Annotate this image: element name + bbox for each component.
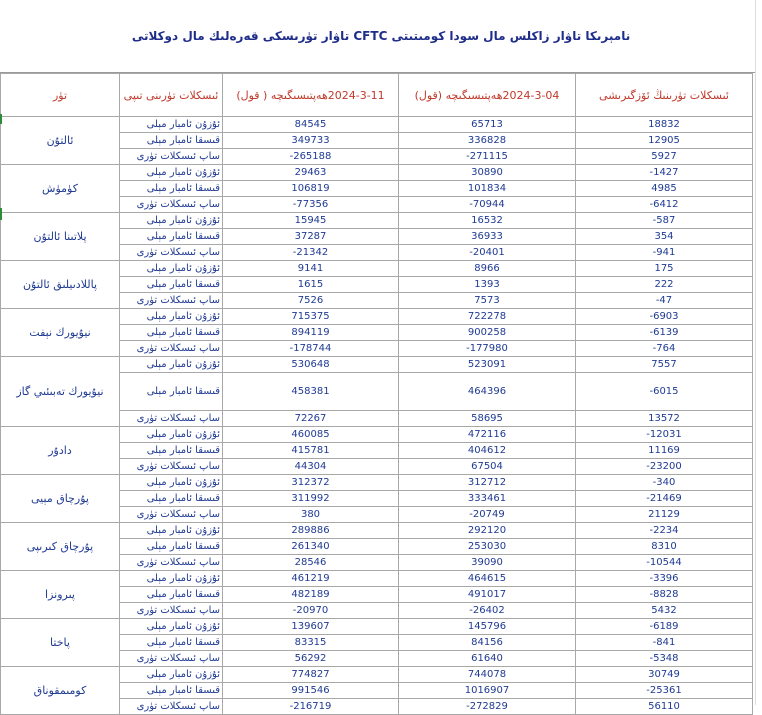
- crop-name-cell[interactable]: دادۇر: [1, 427, 120, 475]
- value-date-1-cell[interactable]: 261340: [223, 539, 399, 555]
- change-cell[interactable]: 8310: [576, 539, 753, 555]
- change-cell[interactable]: 222: [576, 277, 753, 293]
- position-type-cell[interactable]: قىسقا ئامبار مېلى: [120, 443, 223, 459]
- change-cell[interactable]: -3396: [576, 571, 753, 587]
- position-type-cell[interactable]: قىسقا ئامبار مېلى: [120, 133, 223, 149]
- change-cell[interactable]: 354: [576, 229, 753, 245]
- group-marker: [0, 114, 2, 124]
- change-cell[interactable]: -6412: [576, 197, 753, 213]
- position-type-cell[interactable]: ساپ ئىسكلات تۈرى: [120, 341, 223, 357]
- change-cell[interactable]: -6139: [576, 325, 753, 341]
- change-cell[interactable]: 4985: [576, 181, 753, 197]
- change-cell[interactable]: -764: [576, 341, 753, 357]
- value-date-2-cell[interactable]: -20749: [399, 507, 576, 523]
- value-date-2-cell[interactable]: 8966: [399, 261, 576, 277]
- value-date-1-cell[interactable]: 312372: [223, 475, 399, 491]
- value-date-1-cell[interactable]: 380: [223, 507, 399, 523]
- crop-name-cell[interactable]: كومىمقوناق: [1, 667, 120, 715]
- value-date-1-cell[interactable]: 83315: [223, 635, 399, 651]
- position-type-cell[interactable]: قىسقا ئامبار مېلى: [120, 491, 223, 507]
- value-date-2-cell[interactable]: 472116: [399, 427, 576, 443]
- change-cell[interactable]: -1427: [576, 165, 753, 181]
- crop-name-cell[interactable]: نيۇيورك تەبىئىي گاز: [1, 357, 120, 427]
- table-row: [1, 309, 753, 325]
- table-row: [1, 213, 753, 229]
- value-date-1-cell[interactable]: 461219: [223, 571, 399, 587]
- crop-name-cell[interactable]: پىرونزا: [1, 571, 120, 619]
- position-type-cell[interactable]: قىسقا ئامبار مېلى: [120, 539, 223, 555]
- value-date-1-cell[interactable]: 311992: [223, 491, 399, 507]
- value-date-2-cell[interactable]: 39090: [399, 555, 576, 571]
- position-type-cell[interactable]: ساپ ئىسكلات تۈرى: [120, 245, 223, 261]
- value-date-1-cell[interactable]: -265188: [223, 149, 399, 165]
- positions-table: [0, 73, 753, 715]
- table-row: [1, 475, 753, 491]
- value-date-1-cell[interactable]: 1615: [223, 277, 399, 293]
- value-date-2-cell[interactable]: 7573: [399, 293, 576, 309]
- value-date-1-cell[interactable]: 415781: [223, 443, 399, 459]
- change-cell[interactable]: -2234: [576, 523, 753, 539]
- change-cell[interactable]: -941: [576, 245, 753, 261]
- value-date-2-cell[interactable]: 65713: [399, 117, 576, 133]
- value-date-2-cell[interactable]: 30890: [399, 165, 576, 181]
- header-date-1[interactable]: 2024-3-11ھەپتىسىگىچە ( قول): [223, 74, 399, 117]
- value-date-1-cell[interactable]: 15945: [223, 213, 399, 229]
- change-cell[interactable]: -841: [576, 635, 753, 651]
- value-date-2-cell[interactable]: 722278: [399, 309, 576, 325]
- value-date-1-cell[interactable]: 715375: [223, 309, 399, 325]
- position-type-cell[interactable]: قىسقا ئامبار مېلى: [120, 277, 223, 293]
- value-date-2-cell[interactable]: 16532: [399, 213, 576, 229]
- change-cell[interactable]: -587: [576, 213, 753, 229]
- position-type-cell[interactable]: قىسقا ئامبار مېلى: [120, 683, 223, 699]
- change-cell[interactable]: -47: [576, 293, 753, 309]
- change-cell[interactable]: 21129: [576, 507, 753, 523]
- position-type-cell[interactable]: ئۇزۇن ئامبار مېلى: [120, 261, 223, 277]
- change-cell[interactable]: 30749: [576, 667, 753, 683]
- group-marker: [0, 208, 2, 220]
- value-date-1-cell[interactable]: 84545: [223, 117, 399, 133]
- value-date-2-cell[interactable]: -271115: [399, 149, 576, 165]
- header-change[interactable]: ئىسكلات تۈرىنىڭ ئۆزگىرىشى: [576, 74, 753, 117]
- value-date-2-cell[interactable]: 101834: [399, 181, 576, 197]
- value-date-2-cell[interactable]: 464396: [399, 373, 576, 411]
- value-date-1-cell[interactable]: 28546: [223, 555, 399, 571]
- position-type-cell[interactable]: ساپ ئىسكلات تۈرى: [120, 651, 223, 667]
- value-date-2-cell[interactable]: -70944: [399, 197, 576, 213]
- crop-name-cell[interactable]: پۇرچاق مېيى: [1, 475, 120, 523]
- value-date-1-cell[interactable]: 9141: [223, 261, 399, 277]
- value-date-2-cell[interactable]: 333461: [399, 491, 576, 507]
- change-cell[interactable]: 12905: [576, 133, 753, 149]
- change-cell[interactable]: -6189: [576, 619, 753, 635]
- position-type-cell[interactable]: قىسقا ئامبار مېلى: [120, 635, 223, 651]
- value-date-1-cell[interactable]: 44304: [223, 459, 399, 475]
- position-type-cell[interactable]: ئۇزۇن ئامبار مېلى: [120, 667, 223, 683]
- position-type-cell[interactable]: ئۇزۇن ئامبار مېلى: [120, 619, 223, 635]
- table-row: [1, 523, 753, 539]
- value-date-1-cell[interactable]: -77356: [223, 197, 399, 213]
- table-row: [1, 667, 753, 683]
- change-cell[interactable]: 18832: [576, 117, 753, 133]
- value-date-1-cell[interactable]: 37287: [223, 229, 399, 245]
- position-type-cell[interactable]: ساپ ئىسكلات تۈرى: [120, 699, 223, 715]
- value-date-2-cell[interactable]: 1016907: [399, 683, 576, 699]
- table-row: [1, 357, 753, 373]
- change-cell[interactable]: -10544: [576, 555, 753, 571]
- value-date-2-cell[interactable]: 312712: [399, 475, 576, 491]
- crop-name-cell[interactable]: پاختا: [1, 619, 120, 667]
- value-date-2-cell[interactable]: -272829: [399, 699, 576, 715]
- table-row: [1, 619, 753, 635]
- position-type-cell[interactable]: قىسقا ئامبار مېلى: [120, 373, 223, 411]
- right-edge: [755, 0, 762, 705]
- position-type-cell[interactable]: ئۇزۇن ئامبار مېلى: [120, 475, 223, 491]
- value-date-1-cell[interactable]: -21342: [223, 245, 399, 261]
- table-row: [1, 427, 753, 443]
- value-date-1-cell[interactable]: 139607: [223, 619, 399, 635]
- value-date-2-cell[interactable]: 58695: [399, 411, 576, 427]
- value-date-2-cell[interactable]: 145796: [399, 619, 576, 635]
- value-date-1-cell[interactable]: 482189: [223, 587, 399, 603]
- position-type-cell[interactable]: ساپ ئىسكلات تۈرى: [120, 603, 223, 619]
- position-type-cell[interactable]: ساپ ئىسكلات تۈرى: [120, 411, 223, 427]
- change-cell[interactable]: -23200: [576, 459, 753, 475]
- position-type-cell[interactable]: ئۇزۇن ئامبار مېلى: [120, 309, 223, 325]
- change-cell[interactable]: -21469: [576, 491, 753, 507]
- value-date-1-cell[interactable]: 289886: [223, 523, 399, 539]
- value-date-1-cell[interactable]: 530648: [223, 357, 399, 373]
- position-type-cell[interactable]: ساپ ئىسكلات تۈرى: [120, 459, 223, 475]
- header-type[interactable]: ئىسكلات تۈرىنى تىپى: [120, 74, 223, 117]
- position-type-cell[interactable]: قىسقا ئامبار مېلى: [120, 181, 223, 197]
- crop-name-cell[interactable]: پلاتىنا ئالتۇن: [1, 213, 120, 261]
- position-type-cell[interactable]: ئۇزۇن ئامبار مېلى: [120, 165, 223, 181]
- position-type-cell[interactable]: ئۇزۇن ئامبار مېلى: [120, 357, 223, 373]
- value-date-1-cell[interactable]: 56292: [223, 651, 399, 667]
- change-cell[interactable]: 175: [576, 261, 753, 277]
- change-cell[interactable]: -340: [576, 475, 753, 491]
- crop-name-cell[interactable]: پۇرچاق كىرىپى: [1, 523, 120, 571]
- table-row: [1, 261, 753, 277]
- crop-name-cell[interactable]: پاللادىيلىق ئالتۇن: [1, 261, 120, 309]
- value-date-1-cell[interactable]: 72267: [223, 411, 399, 427]
- crop-name-cell[interactable]: كۈمۈش: [1, 165, 120, 213]
- change-cell[interactable]: -6903: [576, 309, 753, 325]
- position-type-cell[interactable]: قىسقا ئامبار مېلى: [120, 229, 223, 245]
- change-cell[interactable]: -8828: [576, 587, 753, 603]
- change-cell[interactable]: 13572: [576, 411, 753, 427]
- value-date-2-cell[interactable]: 292120: [399, 523, 576, 539]
- position-type-cell[interactable]: ساپ ئىسكلات تۈرى: [120, 197, 223, 213]
- value-date-2-cell[interactable]: 491017: [399, 587, 576, 603]
- position-type-cell[interactable]: ساپ ئىسكلات تۈرى: [120, 555, 223, 571]
- crop-name-cell[interactable]: نيۇيورك نېفت: [1, 309, 120, 357]
- value-date-2-cell[interactable]: 36933: [399, 229, 576, 245]
- table-row: [1, 165, 753, 181]
- header-row: [1, 74, 753, 117]
- table-body: [1, 117, 753, 715]
- report-title: نامېرىكا تاۋار زاكلس مال سودا كومىتىتى CFTC تاۋار تۈرىسكى قەرەلىك مال دوكلاتى: [0, 0, 762, 73]
- change-cell[interactable]: 5432: [576, 603, 753, 619]
- value-date-1-cell[interactable]: 349733: [223, 133, 399, 149]
- value-date-1-cell[interactable]: 7526: [223, 293, 399, 309]
- value-date-2-cell[interactable]: 84156: [399, 635, 576, 651]
- value-date-2-cell[interactable]: 67504: [399, 459, 576, 475]
- change-cell[interactable]: 7557: [576, 357, 753, 373]
- value-date-2-cell[interactable]: 253030: [399, 539, 576, 555]
- value-date-1-cell[interactable]: 106819: [223, 181, 399, 197]
- table-row: [1, 571, 753, 587]
- value-date-2-cell[interactable]: 744078: [399, 667, 576, 683]
- value-date-2-cell[interactable]: -20401: [399, 245, 576, 261]
- value-date-1-cell[interactable]: -20970: [223, 603, 399, 619]
- value-date-1-cell[interactable]: 460085: [223, 427, 399, 443]
- change-cell[interactable]: -6015: [576, 373, 753, 411]
- value-date-1-cell[interactable]: -216719: [223, 699, 399, 715]
- value-date-2-cell[interactable]: 1393: [399, 277, 576, 293]
- value-date-1-cell[interactable]: 458381: [223, 373, 399, 411]
- value-date-2-cell[interactable]: -26402: [399, 603, 576, 619]
- value-date-2-cell[interactable]: 61640: [399, 651, 576, 667]
- value-date-1-cell[interactable]: 894119: [223, 325, 399, 341]
- position-type-cell[interactable]: ئۇزۇن ئامبار مېلى: [120, 427, 223, 443]
- value-date-2-cell[interactable]: 900258: [399, 325, 576, 341]
- value-date-2-cell[interactable]: -177980: [399, 341, 576, 357]
- position-type-cell[interactable]: قىسقا ئامبار مېلى: [120, 325, 223, 341]
- change-cell[interactable]: 11169: [576, 443, 753, 459]
- change-cell[interactable]: 5927: [576, 149, 753, 165]
- value-date-2-cell[interactable]: 523091: [399, 357, 576, 373]
- crop-name-cell[interactable]: ئالتۇن: [1, 117, 120, 165]
- change-cell[interactable]: -12031: [576, 427, 753, 443]
- table-row: [1, 117, 753, 133]
- position-type-cell[interactable]: ئۇزۇن ئامبار مېلى: [120, 117, 223, 133]
- value-date-2-cell[interactable]: 404612: [399, 443, 576, 459]
- change-cell[interactable]: -25361: [576, 683, 753, 699]
- position-type-cell[interactable]: قىسقا ئامبار مېلى: [120, 587, 223, 603]
- position-type-cell[interactable]: ئۇزۇن ئامبار مېلى: [120, 571, 223, 587]
- value-date-1-cell[interactable]: 774827: [223, 667, 399, 683]
- value-date-1-cell[interactable]: 29463: [223, 165, 399, 181]
- position-type-cell[interactable]: ئۇزۇن ئامبار مېلى: [120, 523, 223, 539]
- value-date-2-cell[interactable]: 464615: [399, 571, 576, 587]
- position-type-cell[interactable]: ساپ ئىسكلات تۈرى: [120, 149, 223, 165]
- value-date-1-cell[interactable]: 991546: [223, 683, 399, 699]
- header-crop[interactable]: تۈر: [1, 74, 120, 117]
- header-date-2[interactable]: 2024-3-04ھەپتىسىگىچە (قول): [399, 74, 576, 117]
- position-type-cell[interactable]: ئۇزۇن ئامبار مېلى: [120, 213, 223, 229]
- change-cell[interactable]: 56110: [576, 699, 753, 715]
- position-type-cell[interactable]: ساپ ئىسكلات تۈرى: [120, 507, 223, 523]
- value-date-1-cell[interactable]: -178744: [223, 341, 399, 357]
- position-type-cell[interactable]: ساپ ئىسكلات تۈرى: [120, 293, 223, 309]
- change-cell[interactable]: -5348: [576, 651, 753, 667]
- value-date-2-cell[interactable]: 336828: [399, 133, 576, 149]
